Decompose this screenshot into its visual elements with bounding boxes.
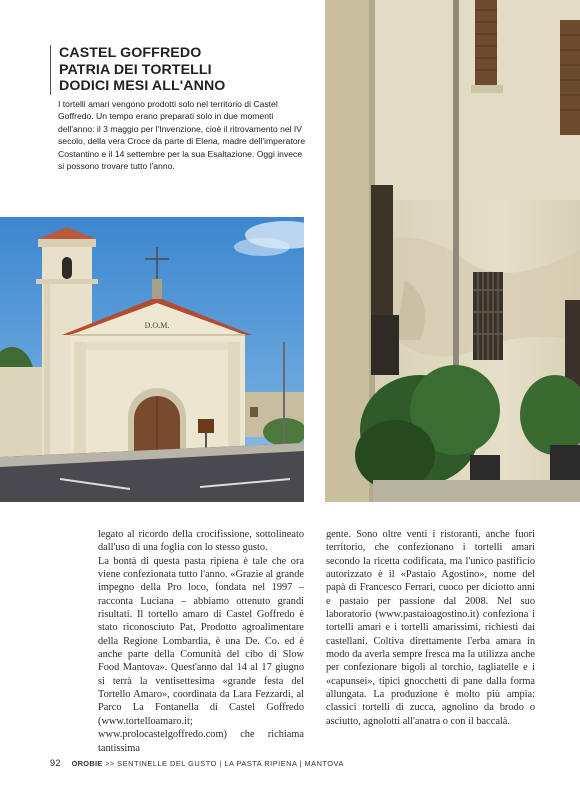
chapel-photo [0,217,304,502]
headline-line-1: CASTEL GOFFREDO [59,45,202,61]
page-footer [50,758,510,768]
chapel-inscription: D.O.M. [144,321,170,330]
column-2-paragraph-1: gente. Sono oltre venti i ristoranti, anche fuori territorio, che confezionano i tortelli amari secondo la ricetta codificata, ma l'unico pastificio autorizzato è il «Pastaio Agostino», nome del papà di Francesco Ferrari, cuoco per diciotto anni e pastaio per passione dal 2008. Nel suo laboratorio (www.pastaioagostino.it) confeziona i tortelli amari e i tortelli amarissimi, richiesti dai castellani. Coltiva direttamente l'erba amara in modo da averla sempre fresca ma la utilizza anche per confezionare bigoli al torchio, tagliatelle e i «capunsei», tipici gnocchetti di pane dalla forma allungata. La produzione è molto più ampia: classici tortelli di zucca, agnolino da brodo o asciutto, agnolotti all'anatra o con il baccalà. [326,529,535,727]
building-wall-photo [325,0,580,502]
page-number: 92 [50,758,62,768]
article-column-2 [326,528,535,728]
article-headline [50,45,314,95]
column-1-paragraph-2: La bontà di questa pasta ripiena è tale che ora viene confezionata tutto l'anno. «Grazie al grande impegno della Pro loco, fondata nel 1997 – racconta Luciana – abbiamo ottenuto grandi risultati. Il tortello amaro di Castel Goffredo è stato riconosciuto Pat, Prodotto agroalimentare della Regione Lombardia, è una De. Co. ed è anche parte della Comunità del cibo di Slow Food Mantova». Quest'anno dal 14 al 17 giugno si terrà la ventisettesima «grande festa del Tortello Amaro», coordinata da Lara Fezzardi, al Parco La Fontanella di Castel Goffredo (www.tortelloamaro.it; www.prolocastelgoffredo.com) che richiama tantissima [98,555,304,754]
headline-line-3: DODICI MESI ALL'ANNO [59,78,226,94]
building-wall-illustration [325,0,580,502]
chapel-illustration [0,217,304,502]
article-column-1 [98,528,304,755]
article-lead: I tortelli amari vengono prodotti solo nel territorio di Castel Goffredo. Un tempo erano preparati solo in due momenti dell'anno: il 3 maggio per l'Invenzione, cioè il ritrovamento nel IV secolo, della vera Croce da parte di Elena, madre dell'imperatore Costantino e il 14 settembre per la sua Esaltazione. Oggi invece si possono trovare tutto l'anno. [58,99,306,172]
column-1-paragraph-1: legato al ricordo della crocifissione, sottolineato dall'uso di una foglia con lo stesso gusto. [98,529,304,554]
headline-line-2: PATRIA DEI TORTELLI [59,61,212,78]
magazine-brand: OROBIE [71,759,103,768]
footer-section: >> SENTINELLE DEL GUSTO | LA PASTA RIPIENA | MANTOVA [105,759,344,768]
